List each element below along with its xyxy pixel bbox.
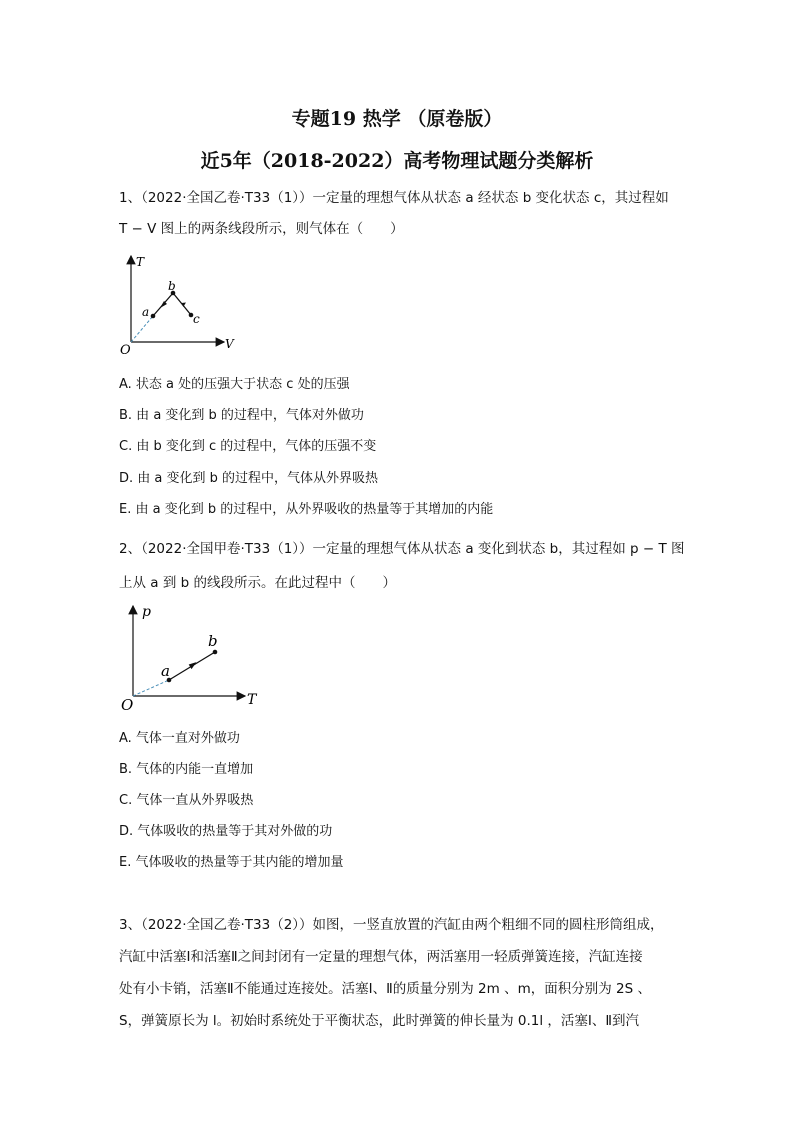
q2-option-b: B. 气体的内能一直增加 [119, 762, 254, 777]
q1-tv-diagram [112, 250, 252, 360]
q1-point-a [151, 314, 156, 319]
q1-x-axis-label: V [225, 337, 234, 351]
q3-stem-line2: 汽缸中活塞Ⅰ和活塞Ⅱ之间封闭有一定量的理想气体，两活塞用一轻质弹簧连接，汽缸连接 [119, 949, 643, 965]
q3-stem-line3: 处有小卡销，活塞Ⅱ不能通过连接处。活塞Ⅰ、Ⅱ的质量分别为 2m 、m，面积分别为 2S 、 [119, 981, 651, 997]
q2-label-b: b [208, 632, 218, 650]
q1-label-a: a [142, 305, 150, 319]
q1-option-a: A. 状态 a 处的压强大于状态 c 处的压强 [119, 377, 350, 392]
q2-y-axis-label: p [142, 604, 151, 620]
q3-stem-line1: 3、（2022·全国乙卷·T33（2））如图，一竖直放置的汽缸由两个粗细不同的圆柱形筒组成， [119, 917, 664, 933]
q2-x-axis-label: T [247, 692, 257, 708]
q1-y-axis-label: T [136, 255, 145, 269]
q1-option-d: D. 由 a 变化到 b 的过程中，气体从外界吸热 [119, 471, 379, 486]
q2-dashed-guide [133, 680, 169, 696]
q2-point-b [213, 650, 218, 655]
q1-option-c: C. 由 b 变化到 c 的过程中，气体的压强不变 [119, 439, 377, 454]
q3-stem-line4: S，弹簧原长为 l。初始时系统处于平衡状态，此时弹簧的伸长量为 0.1l ，活塞Ⅰ、Ⅱ到汽 [119, 1013, 640, 1029]
q1-origin-label: O [120, 343, 131, 358]
q1-option-b: B. 由 a 变化到 b 的过程中，气体对外做功 [119, 408, 364, 423]
q1-option-e: E. 由 a 变化到 b 的过程中，从外界吸收的热量等于其增加的内能 [119, 502, 494, 517]
q1-label-c: c [193, 312, 200, 326]
q2-stem-line2: 上从 a 到 b 的线段所示。在此过程中（ ） [119, 575, 397, 591]
q2-stem-line1: 2、（2022·全国甲卷·T33（1））一定量的理想气体从状态 a 变化到状态 b，其过程如 p − T 图 [119, 541, 685, 557]
q2-origin-label: O [121, 696, 134, 714]
q2-pt-diagram [113, 600, 263, 715]
q2-option-e: E. 气体吸收的热量等于其内能的增加量 [119, 855, 344, 870]
q1-label-b: b [168, 279, 176, 293]
q2-option-d: D. 气体吸收的热量等于其对外做的功 [119, 824, 333, 839]
q2-option-a: A. 气体一直对外做功 [119, 731, 240, 746]
q2-option-c: C. 气体一直从外界吸热 [119, 793, 254, 808]
q1-stem-line2: T − V 图上的两条线段所示，则气体在（ ） [119, 221, 404, 237]
page-title: 专题19 热学 （原卷版） [291, 108, 503, 130]
q2-label-a: a [161, 662, 170, 680]
q1-stem-line1: 1、（2022·全国乙卷·T33（1））一定量的理想气体从状态 a 经状态 b 变化状态 c，其过程如 [119, 190, 669, 206]
q1-dashed-guide [131, 316, 153, 342]
page-subtitle: 近5年（2018-2022）高考物理试题分类解析 [200, 150, 594, 172]
